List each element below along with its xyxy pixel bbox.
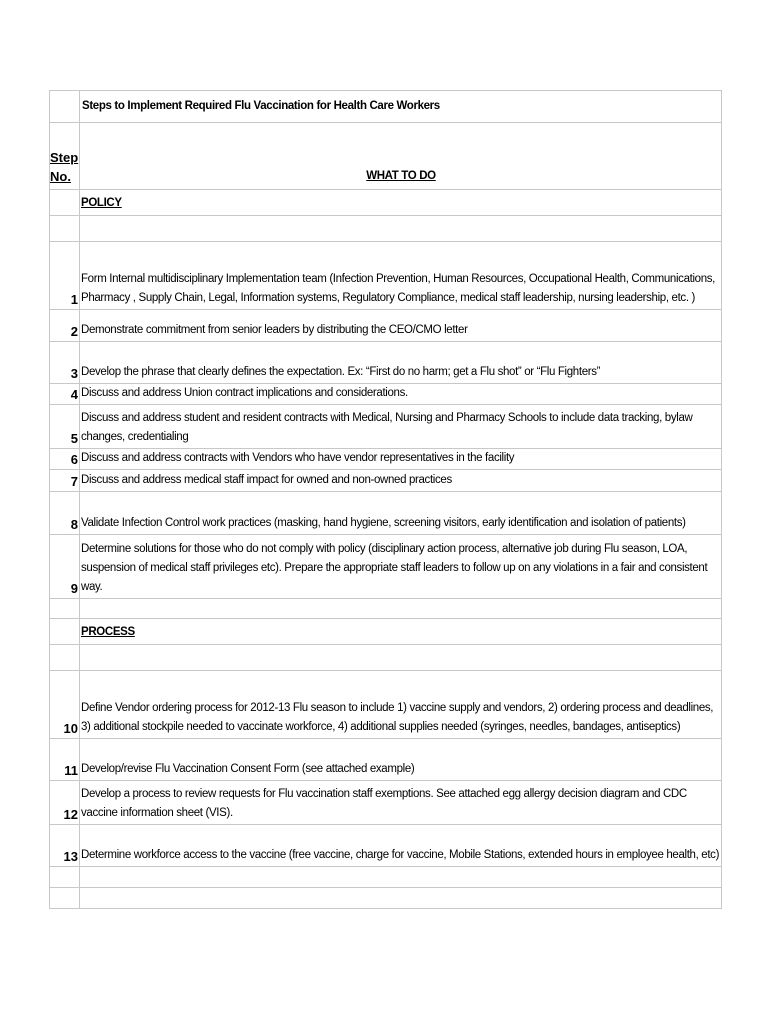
section-row-process (50, 619, 722, 645)
step-number[interactable]: 3 (50, 342, 80, 384)
step-number[interactable]: 8 (50, 492, 80, 535)
table-row (50, 405, 722, 449)
table-row (50, 470, 722, 492)
step-header-line1: Step (50, 150, 79, 165)
step-text[interactable]: Discuss and address Union contract implications and considerations. (80, 384, 722, 405)
step-number[interactable]: 7 (50, 470, 80, 492)
step-text[interactable]: Develop the phrase that clearly defines the expectation. Ex: “First do no harm; get a Flu shot” or “Flu Fighters” (80, 342, 722, 384)
step-text[interactable]: Define Vendor ordering process for 2012-13 Flu season to include 1) vaccine supply and vendors, 2) ordering process and deadlines, 3) additional stockpile needed to vaccinate workforce, 4) additional supplies needed (syringes, needles, bandages, antiseptics) (80, 671, 722, 739)
step-number[interactable]: 1 (50, 242, 80, 310)
step-text[interactable]: Discuss and address contracts with Vendors who have vendor representatives in the facility (80, 449, 722, 470)
blank-row (50, 216, 722, 242)
step-text[interactable]: Determine workforce access to the vaccine (free vaccine, charge for vaccine, Mobile Stations, extended hours in employee health, etc) (80, 825, 722, 867)
blank-row (50, 599, 722, 619)
step-number[interactable]: 2 (50, 310, 80, 342)
table-row (50, 781, 722, 825)
blank-row (50, 867, 722, 888)
empty-cell[interactable] (80, 216, 722, 242)
empty-cell[interactable] (80, 888, 722, 909)
table-row (50, 342, 722, 384)
table-row (50, 492, 722, 535)
table-row (50, 825, 722, 867)
step-number[interactable]: 13 (50, 825, 80, 867)
step-number[interactable]: 4 (50, 384, 80, 405)
table-row (50, 384, 722, 405)
page-title[interactable]: Steps to Implement Required Flu Vaccination for Health Care Workers (80, 91, 722, 123)
empty-cell[interactable] (50, 599, 80, 619)
empty-cell[interactable] (50, 216, 80, 242)
step-number[interactable]: 12 (50, 781, 80, 825)
empty-cell[interactable] (50, 645, 80, 671)
section-policy[interactable]: POLICY (80, 190, 722, 216)
step-text[interactable]: Discuss and address medical staff impact for owned and non-owned practices (80, 470, 722, 492)
empty-cell[interactable] (80, 867, 722, 888)
blank-row (50, 645, 722, 671)
empty-cell[interactable] (50, 867, 80, 888)
step-number[interactable]: 6 (50, 449, 80, 470)
title-row (50, 91, 722, 123)
empty-cell[interactable] (50, 190, 80, 216)
step-text[interactable]: Develop/revise Flu Vaccination Consent Form (see attached example) (80, 739, 722, 781)
table-row (50, 242, 722, 310)
step-text[interactable]: Validate Infection Control work practices (masking, hand hygiene, screening visitors, early identification and isolation of patients) (80, 492, 722, 535)
step-text[interactable]: Discuss and address student and resident contracts with Medical, Nursing and Pharmacy Schools to include data tracking, bylaw changes, credentialing (80, 405, 722, 449)
step-number[interactable]: 5 (50, 405, 80, 449)
section-row-policy (50, 190, 722, 216)
empty-cell[interactable] (50, 888, 80, 909)
empty-cell[interactable] (50, 619, 80, 645)
step-text[interactable]: Form Internal multidisciplinary Implementation team (Infection Prevention, Human Resources, Occupational Health, Communications, Pharmacy , Supply Chain, Legal, Information systems, Regulatory Compliance, medical staff leadership, nursing leadership, etc. ) (80, 242, 722, 310)
table-row (50, 535, 722, 599)
table-row (50, 739, 722, 781)
step-number[interactable]: 11 (50, 739, 80, 781)
step-no-header[interactable] (50, 123, 80, 190)
step-text[interactable]: Determine solutions for those who do not comply with policy (disciplinary action process, alternative job during Flu season, LOA, suspension of medical staff privileges etc). Prepare the appropriate staff leaders to follow up on any violations in a fair and consistent way. (80, 535, 722, 599)
empty-cell[interactable] (80, 645, 722, 671)
empty-cell[interactable] (80, 599, 722, 619)
step-text[interactable]: Develop a process to review requests for Flu vaccination staff exemptions. See attached egg allergy decision diagram and CDC vaccine information sheet (VIS). (80, 781, 722, 825)
step-number[interactable]: 10 (50, 671, 80, 739)
what-to-do-header[interactable]: WHAT TO DO (80, 123, 722, 190)
blank-row (50, 888, 722, 909)
header-row (50, 123, 722, 190)
table-row (50, 671, 722, 739)
spreadsheet-grid (49, 90, 722, 909)
step-number[interactable]: 9 (50, 535, 80, 599)
empty-cell[interactable] (50, 91, 80, 123)
section-process[interactable]: PROCESS (80, 619, 722, 645)
step-text[interactable]: Demonstrate commitment from senior leaders by distributing the CEO/CMO letter (80, 310, 722, 342)
table-row (50, 449, 722, 470)
step-header-line2: No. (50, 169, 71, 184)
table-row (50, 310, 722, 342)
